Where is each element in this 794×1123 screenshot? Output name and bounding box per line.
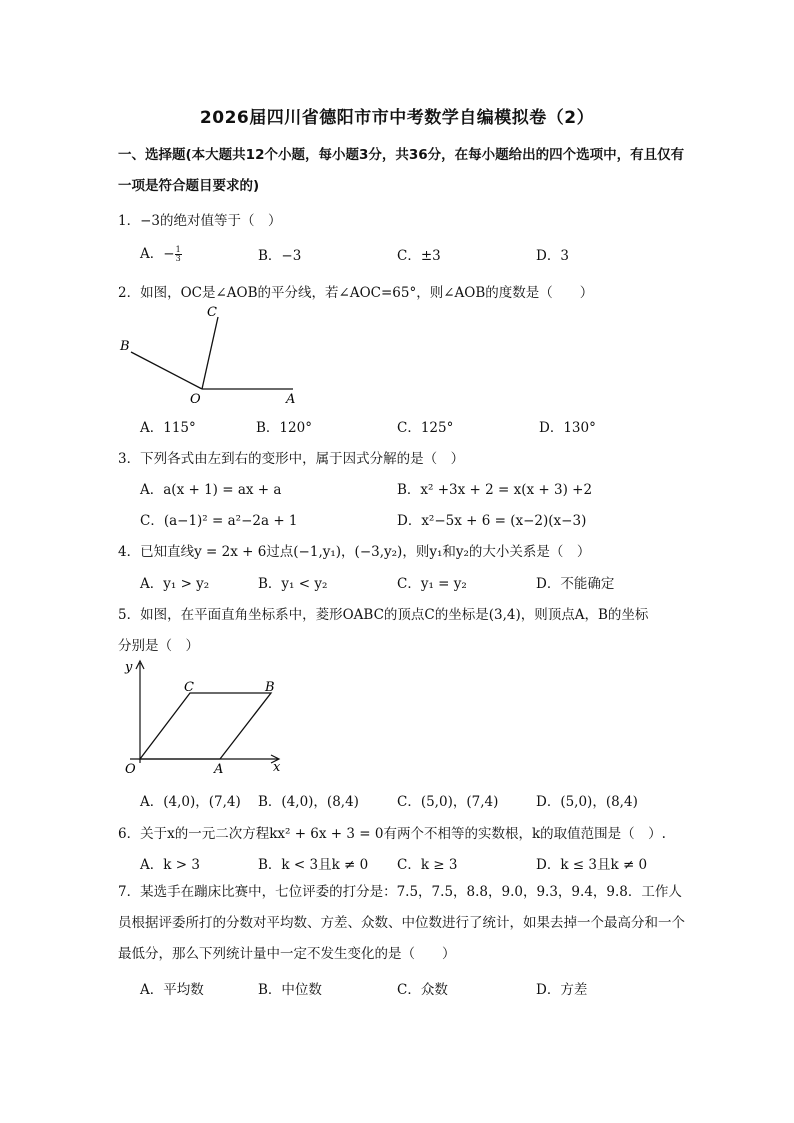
q2-angle-figure: [112, 300, 312, 410]
label-y: y: [125, 660, 133, 675]
q2-option-c: C．125°: [397, 420, 454, 436]
q5-option-b: B．(4,0)，(8,4): [258, 794, 359, 810]
q7-option-c: C．众数: [397, 982, 448, 998]
q4-stem: 4．已知直线y = 2x + 6过点(−1,y₁)，(−3,y₂)，则y₁和y₂的大小关系是（ ）: [118, 544, 591, 560]
q7-stem: 7．某选手在蹦床比赛中，七位评委的打分是：7.5，7.5，8.8，9.0，9.3，9.4，9.8．工作人员根据评委所打的分数对平均数、方差、众数、中位数进行了统计，如果去掉一个最高分和一个最低分，那么下列统计量中一定不发生变化的是（ ）: [118, 884, 685, 962]
q4-option-d: D．不能确定: [536, 576, 615, 592]
rhombus-oabc: [140, 693, 271, 759]
q6-option-c: C．k ≥ 3: [397, 857, 458, 873]
q5-option-c: C．(5,0)，(7,4): [397, 794, 499, 810]
q7-option-d: D．方差: [536, 982, 588, 998]
label-c: C: [207, 305, 217, 320]
ray-ob: [131, 352, 202, 389]
q1-option-c: C．±3: [397, 248, 441, 264]
label-a: A: [286, 392, 296, 407]
q7-option-b: B．中位数: [258, 982, 322, 998]
q2-stem: 2．如图，OC是∠AOB的平分线，若∠AOC=65°，则∠AOB的度数是（ ）: [118, 285, 594, 301]
q5-rhombus-figure: [118, 655, 293, 780]
q1-option-a-prefix: A．−: [140, 246, 175, 262]
ray-oc: [202, 317, 218, 389]
q2-option-b: B．120°: [256, 420, 312, 436]
q6-option-b: B．k < 3且k ≠ 0: [258, 857, 369, 873]
q3-stem: 3．下列各式由左到右的变形中，属于因式分解的是（ ）: [118, 451, 465, 467]
label-o: O: [190, 392, 201, 407]
q1-fraction-denominator: 3: [175, 254, 181, 263]
q5-stem-line-1: 5．如图，在平面直角坐标系中，菱形OABC的顶点C的坐标是(3,4)，则顶点A，B的坐标: [118, 607, 649, 623]
q6-option-d: D．k ≤ 3且k ≠ 0: [536, 857, 648, 873]
exam-title: 2026届四川省德阳市市中考数学自编模拟卷（2）: [199, 108, 595, 128]
q4-option-a: A．y₁ > y₂: [140, 576, 210, 592]
q1-option-a-fraction: [175, 246, 182, 263]
label-x: x: [273, 760, 281, 775]
q6-option-a: A．k > 3: [140, 857, 200, 873]
q3-option-c: C．(a−1)² = a²−2a + 1: [140, 513, 298, 529]
q5-option-d: D．(5,0)，(8,4): [536, 794, 638, 810]
q2-option-a: A．115°: [140, 420, 196, 436]
q1-option-b: B．−3: [258, 248, 302, 264]
q4-option-c: C．y₁ = y₂: [397, 576, 467, 592]
q2-option-d: D．130°: [539, 420, 596, 436]
q3-option-d: D．x²−5x + 6 = (x−2)(x−3): [397, 513, 587, 529]
q1-fraction-numerator: 1: [175, 245, 181, 254]
q3-option-a: A．a(x + 1) = ax + a: [140, 482, 282, 498]
section-heading: 一、选择题(本大题共12个小题，每小题3分，共36分，在每小题给出的四个选项中，有且仅有一项是符合题目要求的): [118, 147, 685, 194]
q4-option-b: B．y₁ < y₂: [258, 576, 328, 592]
label-o: O: [125, 762, 136, 777]
q1-option-d: D．3: [536, 248, 569, 264]
q1-stem: 1．−3的绝对值等于（ ）: [118, 213, 282, 229]
q3-option-b: B．x² +3x + 2 = x(x + 3) +2: [397, 482, 593, 498]
label-b: B: [265, 680, 275, 695]
q5-option-a: A．(4,0)，(7,4): [140, 794, 241, 810]
label-c: C: [184, 680, 194, 695]
q5-stem-line-2: 分别是（ ）: [118, 638, 199, 654]
label-a: A: [214, 762, 224, 777]
q6-stem: 6．关于x的一元二次方程kx² + 6x + 3 = 0有两个不相等的实数根，k的取值范围是（ ）.: [118, 826, 666, 842]
label-b: B: [120, 339, 130, 354]
q7-option-a: A．平均数: [140, 982, 204, 998]
q1-option-a: [140, 242, 182, 263]
